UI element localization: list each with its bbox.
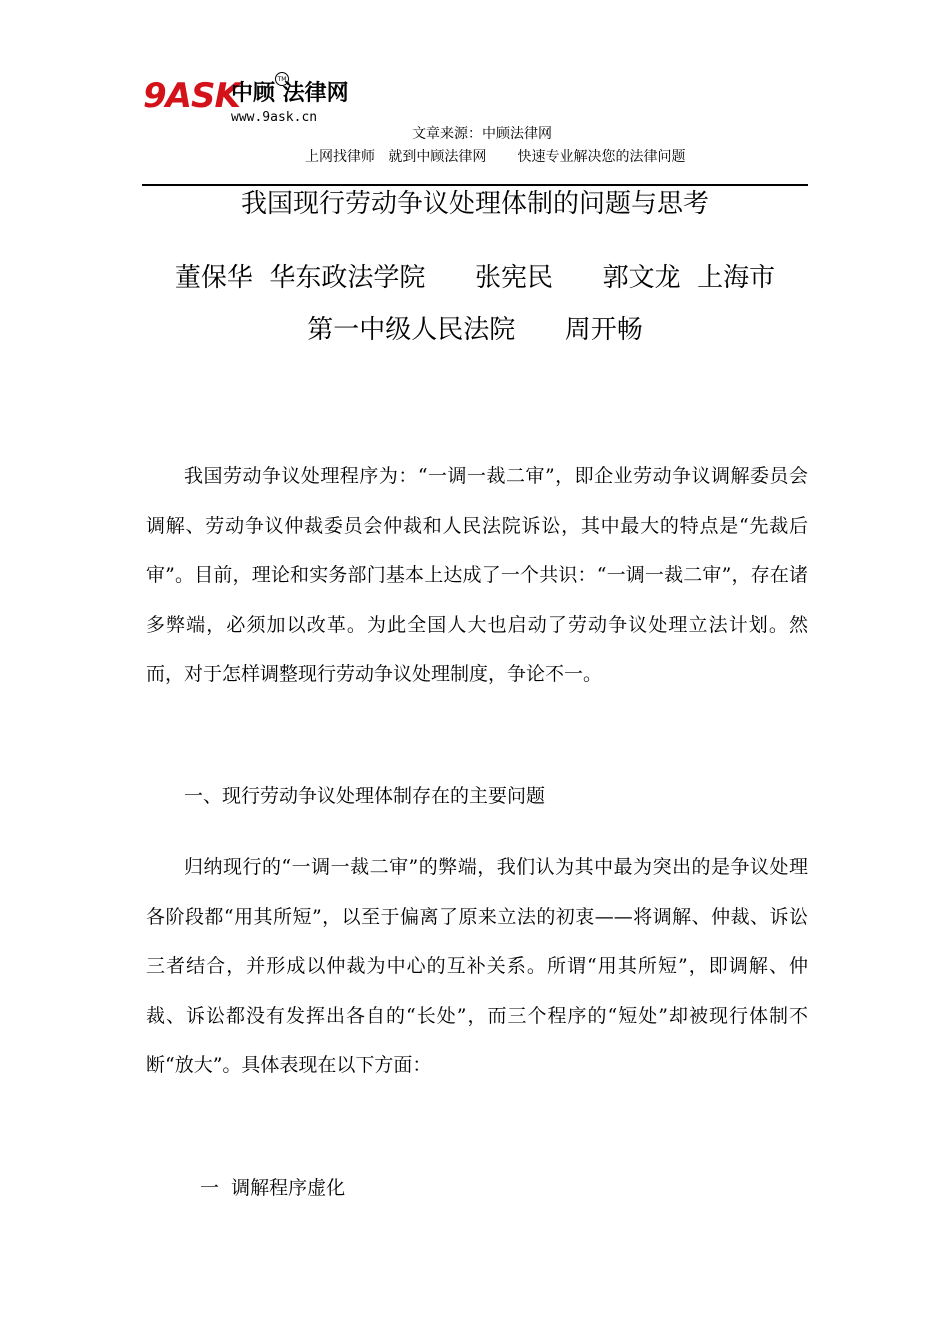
article-authors: 董保华 华东政法学院 张宪民 郭文龙 上海市 第一中级人民法院 周开畅 (174, 263, 776, 345)
site-logo[interactable] (143, 72, 373, 128)
trademark-icon: TM (275, 72, 289, 86)
paragraph-problems: 归纳现行的“一调一裁二审”的弊端，我们认为其中最为突出的是争议处理各阶段都“用其所短”，以至于偏离了原来立法的初衷——将调解、仲裁、诉讼三者结合，并形成以仲裁为中心的互补关系。所谓“用其所短”，即调解、仲裁、诉讼都没有发挥出各自的“长处”，而三个程序的“短处”却被现行体制不断“放大”。具体表现在以下方面： (146, 856, 808, 1076)
article-source: 文章来源：中顾法律网 (412, 126, 552, 142)
section-heading-1: 一、现行劳动争议处理体制存在的主要问题 (184, 785, 546, 807)
subsection-heading-1: 一 调解程序虚化 (200, 1177, 346, 1199)
article-title: 我国现行劳动争议处理体制的问题与思考 (240, 189, 709, 219)
logo-name: 中顾 法律网 (231, 81, 349, 106)
logo-mark: 9ASK (143, 76, 240, 116)
site-tagline: 上网找律师 就到中顾法律网 快速专业解决您的法律问题 (305, 149, 686, 165)
logo-url: www.9ask.cn (231, 110, 318, 125)
paragraph-intro: 我国劳动争议处理程序为：“一调一裁二审”，即企业劳动争议调解委员会调解、劳动争议仲裁委员会仲裁和人民法院诉讼，其中最大的特点是“先裁后审”。目前，理论和实务部门基本上达成了一个共识：“一调一裁二审”，存在诸多弊端，必须加以改革。为此全国人大也启动了劳动争议处理立法计划。然而，对于怎样调整现行劳动争议处理制度，争论不一。 (146, 465, 808, 685)
